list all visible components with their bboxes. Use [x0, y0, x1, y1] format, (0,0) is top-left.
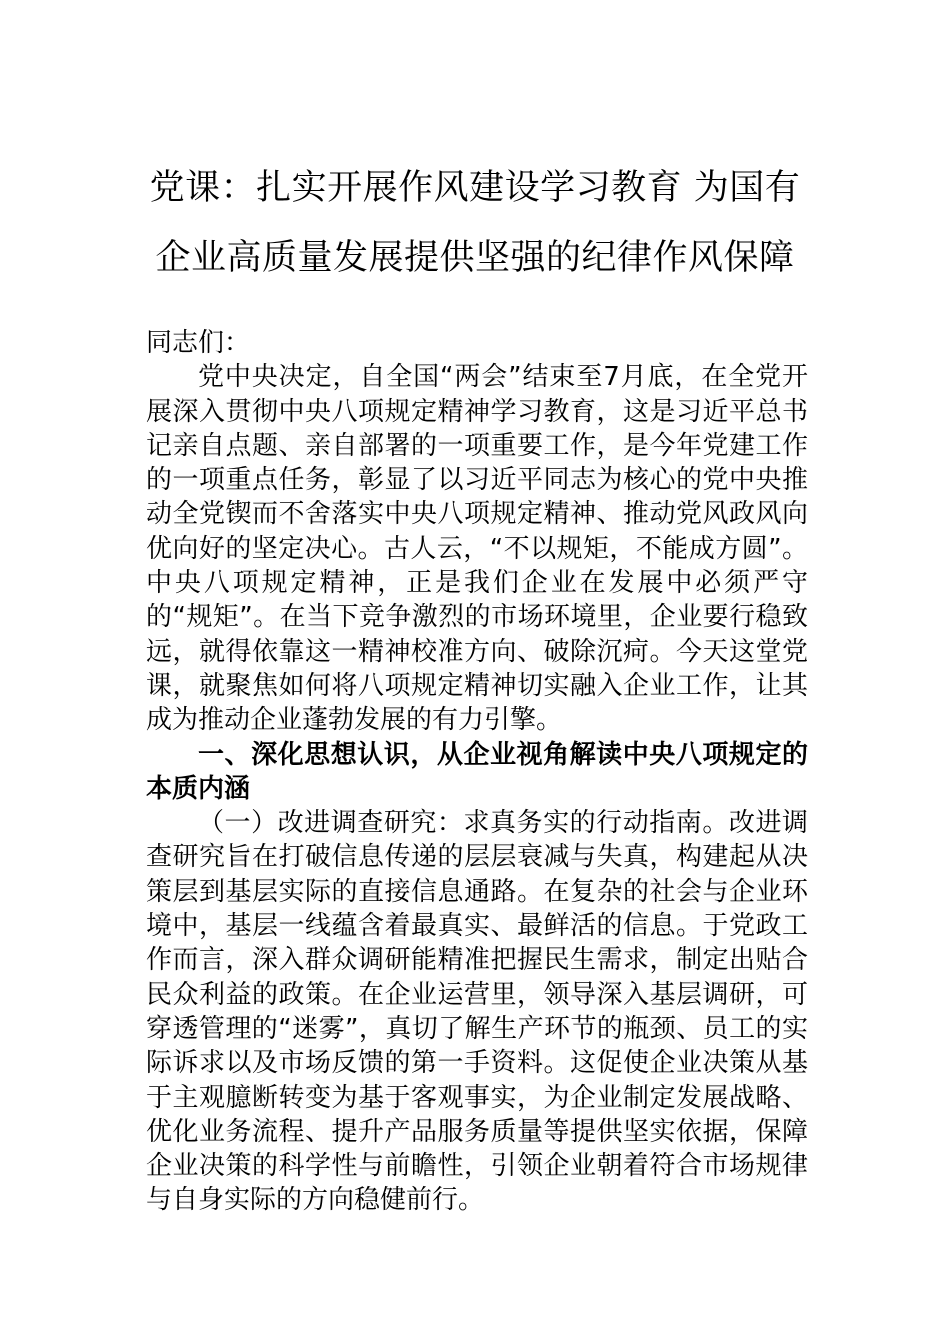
paragraph-subsection-1: （一）改进调查研究：求真务实的行动指南。改进调查研究旨在打破信息传递的层层衰减与失真，构建起从决策层到基层实际的直接信息通路。在复杂的社会与企业环境中，基层一线蕴含着最真实、最鲜活的信息。于党政工作而言，深入群众调研能精准把握民生需求，制定出贴合民众利益的政策。在企业运营里，领导深入基层调研，可穿透管理的“迷雾”，真切了解生产环节的瓶颈、员工的实际诉求以及市场反馈的第一手资料。这促使企业决策从基于主观臆断转变为基于客观事实，为企业制定发展战略、优化业务流程、提升产品服务质量等提供坚实依据，保障企业决策的科学性与前瞻性，引领企业朝着符合市场规律与自身实际的方向稳健前行。 [146, 808, 808, 1216]
salutation: 同志们： [146, 328, 251, 358]
document-body [146, 326, 808, 1218]
document-title-line-2: 企业高质量发展提供坚强的纪律作风保障 [155, 238, 795, 278]
document-title-line-1: 党课：扎实开展作风建设学习教育 为国有 [149, 168, 801, 208]
paragraph-intro: 党中央决定，自全国“两会”结束至7月底，在全党开展深入贯彻中央八项规定精神学习教育，这是习近平总书记亲自点题、亲自部署的一项重要工作，是今年党建工作的一项重点任务，彰显了以习近平同志为核心的党中央推动全党锲而不舍落实中央八项规定精神、推动党风政风向优向好的坚定决心。古人云，“不以规矩，不能成方圆”。中央八项规定精神，正是我们企业在发展中必须严守的“规矩”。在当下竞争激烈的市场环境里，企业要行稳致远，就得依靠这一精神校准方向、破除沉疴。今天这堂党课，就聚焦如何将八项规定精神切实融入企业工作，让其成为推动企业蓬勃发展的有力引擎。 [146, 362, 808, 736]
section-heading-1: 一、深化思想认识，从企业视角解读中央八项规定的本质内涵 [146, 739, 808, 804]
